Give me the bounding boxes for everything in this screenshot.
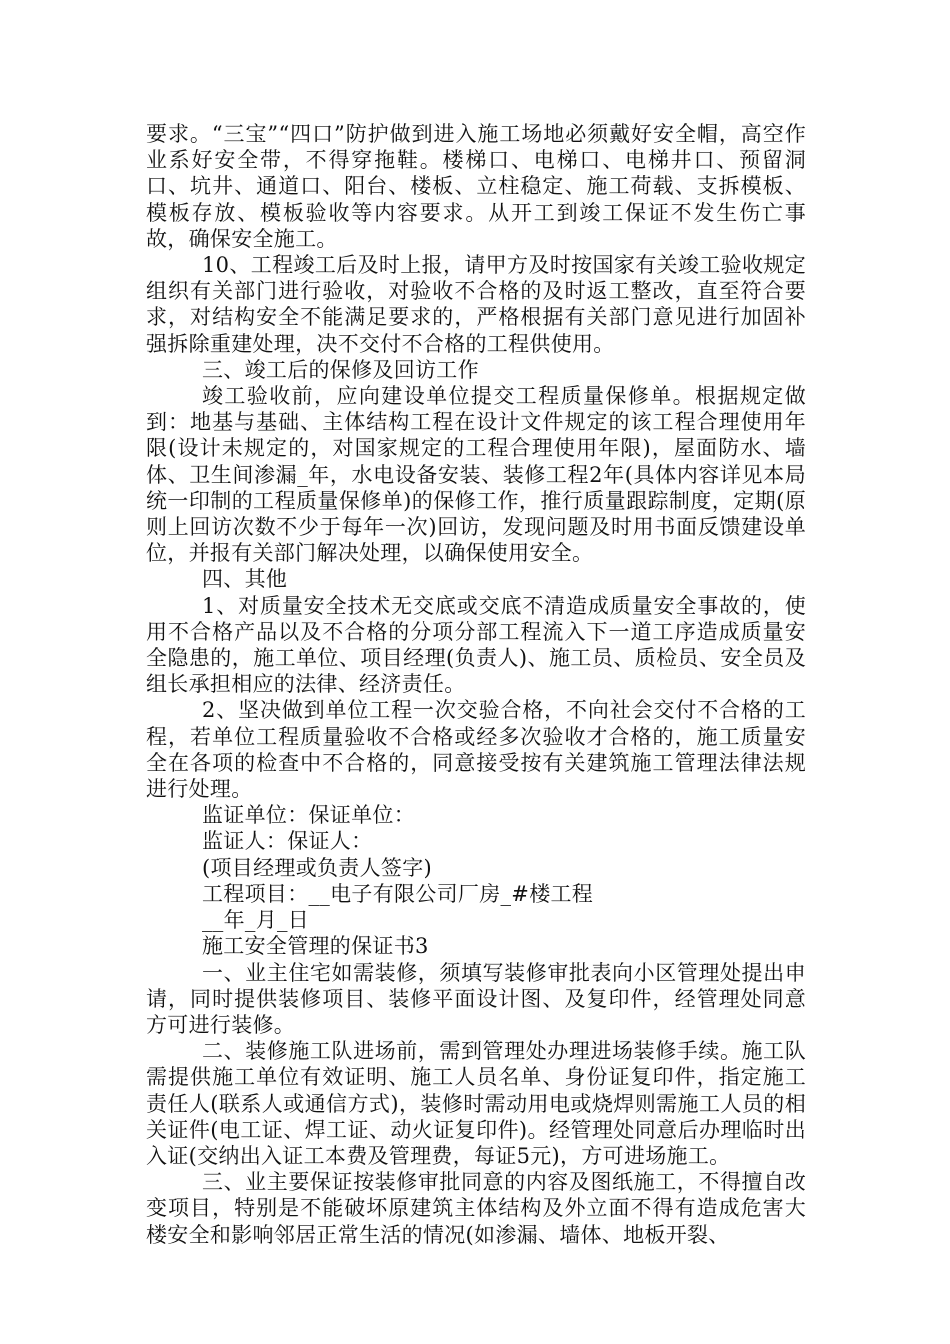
heading-section-4: 四、其他 bbox=[202, 567, 288, 592]
document-subtitle: 施工安全管理的保证书3 bbox=[202, 934, 429, 959]
paragraph-renovation-3: 三、业主要保证按装修审批同意的内容及图纸施工，不得擅自改变项目，特别是不能破坏原建筑主体结构及外立面不得有造成危害大楼安全和影响邻居正常生活的情况(如渗漏、墙体、地板开裂、 bbox=[146, 1170, 806, 1247]
heading-section-3: 三、竣工后的保修及回访工作 bbox=[202, 357, 479, 382]
signature-units-line: 监证单位：保证单位： bbox=[202, 803, 415, 828]
signature-note-line: (项目经理或负责人签字) bbox=[202, 855, 432, 880]
project-name-line: 工程项目：__电子有限公司厂房_#楼工程 bbox=[202, 881, 594, 906]
paragraph-safety-requirements: 要求。“三宝”“四口”防护做到进入施工场地必须戴好安全帽，高空作业系好安全带，不得穿拖鞋。楼梯口、电梯口、电梯井口、预留洞口、坑井、通道口、阳台、楼板、立柱稳定、施工荷载、支拆模板、模板存放、模板验收等内容要求。从开工到竣工保证不发生伤亡事故，确保安全施工。 bbox=[146, 122, 806, 251]
paragraph-renovation-2: 二、装修施工队进场前，需到管理处办理进场装修手续。施工队需提供施工单位有效证明、施工人员名单、身份证复印件，指定施工责任人(联系人或通信方式)，装修时需动用电或烧焊则需施工人员的相关证件(电工证、焊工证、动火证复印件)。经管理处同意后办理临时出入证(交纳出入证工本费及管理费，每证5元)，方可进场施工。 bbox=[146, 1039, 806, 1168]
document-body bbox=[146, 121, 806, 1248]
paragraph-other-1: 1、对质量安全技术无交底或交底不清造成质量安全事故的，使用不合格产品以及不合格的分项分部工程流入下一道工序造成质量安全隐患的，施工单位、项目经理(负责人)、施工员、质检员、安全员及组长承担相应的法律、经济责任。 bbox=[146, 593, 806, 697]
paragraph-other-2: 2、坚决做到单位工程一次交验合格，不向社会交付不合格的工程，若单位工程质量验收不合格或经多次验收才合格的，施工质量安全在各项的检查中不合格的，同意接受按有关建筑施工管理法律法规进行处理。 bbox=[146, 698, 806, 802]
paragraph-renovation-1: 一、业主住宅如需装修，须填写装修审批表向小区管理处提出申请，同时提供装修项目、装修平面设计图、及复印件，经管理处同意方可进行装修。 bbox=[146, 960, 806, 1037]
date-line: __年_月_日 bbox=[202, 908, 310, 933]
paragraph-warranty: 竣工验收前，应向建设单位提交工程质量保修单。根据规定做到：地基与基础、主体结构工程在设计文件规定的该工程合理使用年限(设计未规定的，对国家规定的工程合理使用年限)，屋面防水、墙体、卫生间渗漏_年，水电设备安装、装修工程2年(具体内容详见本局统一印制的工程质量保修单)的保修工作，推行质量跟踪制度，定期(原则上回访次数不少于每年一次)回访，发现问题及时用书面反馈建设单位，并报有关部门解决处理，以确保使用安全。 bbox=[146, 384, 806, 566]
signature-persons-line: 监证人：保证人： bbox=[202, 829, 373, 854]
paragraph-item-10: 10、工程竣工后及时上报，请甲方及时按国家有关竣工验收规定组织有关部门进行验收，对验收不合格的及时返工整改，直至符合要求，对结构安全不能满足要求的，严格根据有关部门意见进行加固补强拆除重建处理，决不交付不合格的工程供使用。 bbox=[146, 253, 806, 356]
